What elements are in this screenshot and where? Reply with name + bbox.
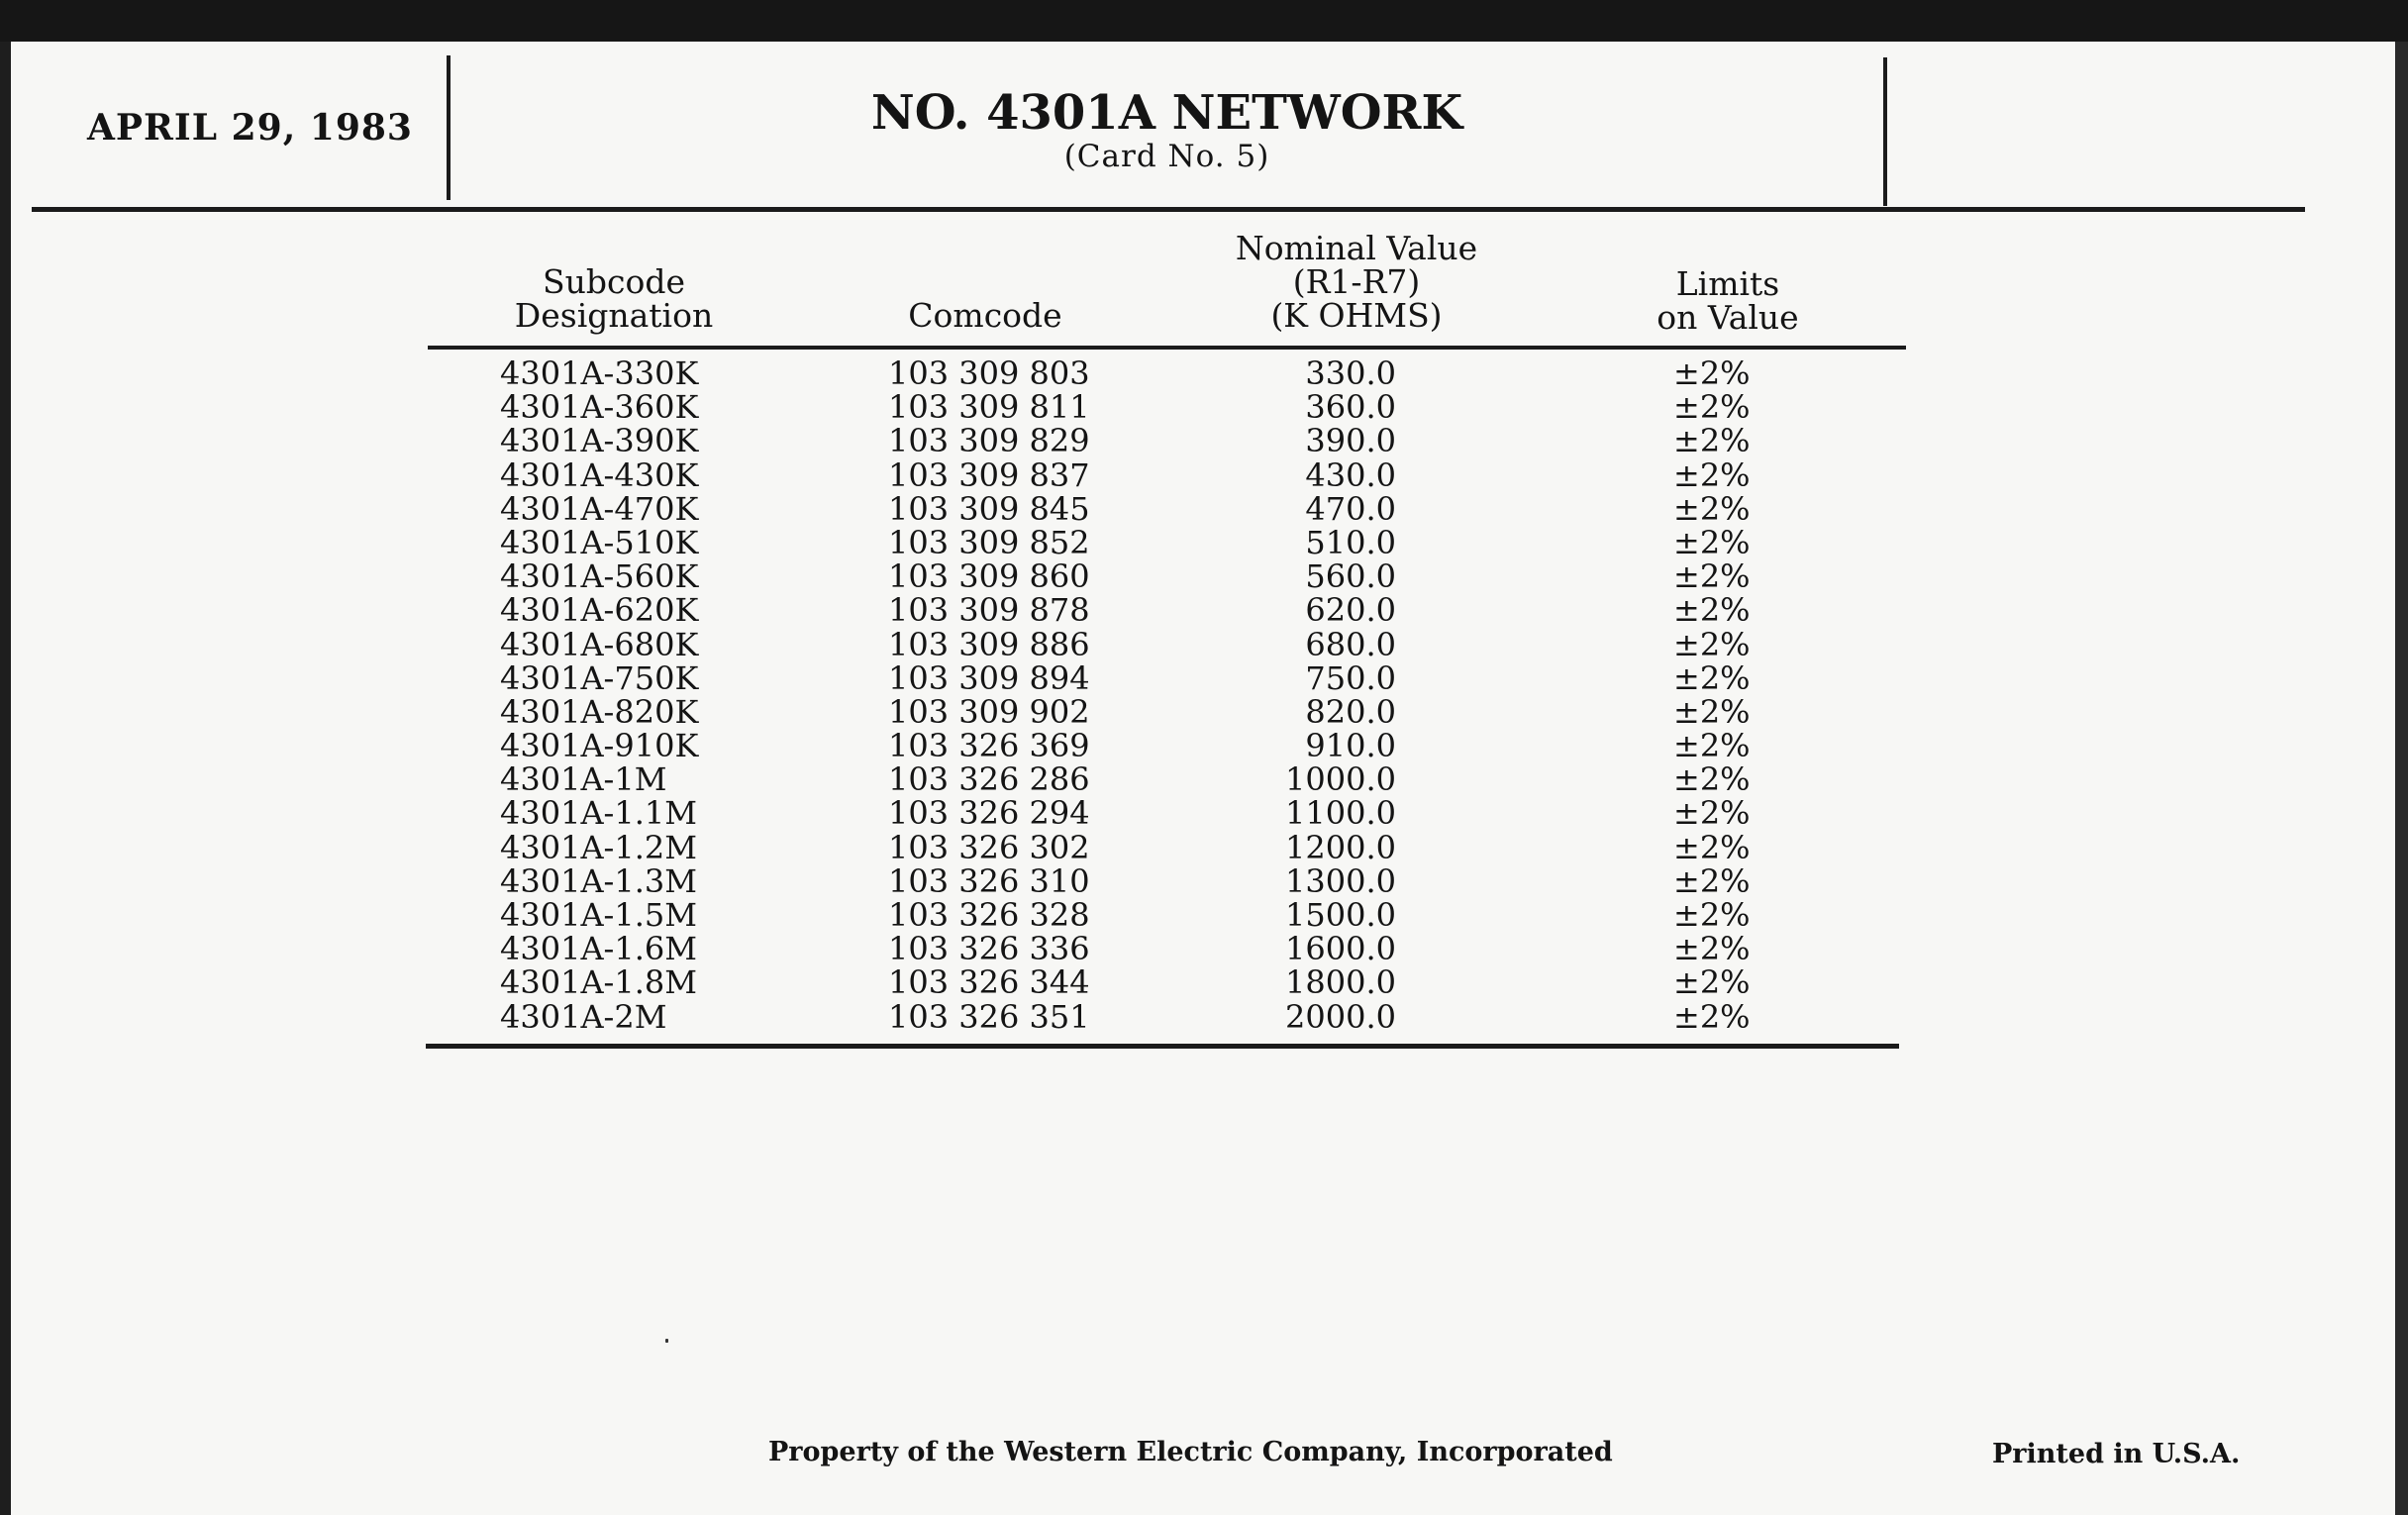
cell-nominal-value: 1500.0 (1285, 896, 1396, 934)
scan-top-border (0, 0, 2408, 42)
cell-comcode: 103 309 894 (888, 658, 1090, 697)
cell-subcode: 4301A-1.1M (500, 794, 698, 833)
cell-subcode: 4301A-1M (500, 760, 667, 799)
column-header-line: (K OHMS) (1270, 296, 1443, 335)
column-header-line: Subcode (543, 262, 685, 301)
cell-subcode: 4301A-1.8M (500, 963, 698, 1002)
cell-limit: ±2% (1673, 963, 1751, 1002)
cell-limit: ±2% (1673, 658, 1751, 697)
cell-subcode: 4301A-390K (500, 422, 699, 460)
table-row (0, 388, 2408, 427)
table-row (0, 356, 2408, 390)
cell-limit: ±2% (1673, 896, 1751, 934)
cell-comcode: 103 326 328 (888, 896, 1090, 934)
cell-nominal-value: 750.0 (1305, 658, 1396, 697)
cell-comcode: 103 309 837 (888, 455, 1090, 494)
table-row (0, 523, 2408, 561)
cell-limit: ±2% (1673, 354, 1751, 392)
cell-nominal-value: 470.0 (1305, 489, 1396, 528)
cell-subcode: 4301A-330K (500, 354, 699, 392)
cell-limit: ±2% (1673, 760, 1751, 799)
document-date: APRIL 29, 1983 (87, 107, 413, 149)
cell-comcode: 103 309 902 (888, 692, 1090, 731)
cell-subcode: 4301A-910K (500, 727, 699, 765)
cell-comcode: 103 326 310 (888, 861, 1090, 900)
cell-limit: ±2% (1673, 523, 1751, 561)
cell-nominal-value: 910.0 (1305, 727, 1396, 765)
document-title: NO. 4301A NETWORK (870, 85, 1463, 141)
cell-subcode: 4301A-620K (500, 591, 699, 630)
cell-nominal-value: 560.0 (1305, 557, 1396, 596)
cell-limit: ±2% (1673, 692, 1751, 731)
table-body (0, 356, 2408, 1034)
cell-nominal-value: 510.0 (1305, 523, 1396, 561)
cell-limit: ±2% (1673, 591, 1751, 630)
cell-limit: ±2% (1673, 625, 1751, 663)
document-subtitle: (Card No. 5) (1063, 139, 1270, 174)
table-row (0, 422, 2408, 460)
column-header-line: Designation (514, 296, 714, 335)
cell-comcode: 103 326 286 (888, 760, 1090, 799)
cell-nominal-value: 1100.0 (1285, 794, 1396, 833)
footer-printed-notice: Printed in U.S.A. (1992, 1439, 2241, 1469)
cell-subcode: 4301A-470K (500, 489, 699, 528)
header-divider-right (1883, 57, 1887, 206)
cell-nominal-value: 1000.0 (1285, 760, 1396, 799)
cell-comcode: 103 309 886 (888, 625, 1090, 663)
cell-comcode: 103 309 852 (888, 523, 1090, 561)
table-row (0, 557, 2408, 596)
table-row (0, 861, 2408, 900)
cell-comcode: 103 309 803 (888, 354, 1090, 392)
table-row (0, 828, 2408, 866)
cell-comcode: 103 326 302 (888, 828, 1090, 866)
table-row (0, 930, 2408, 968)
cell-limit: ±2% (1673, 727, 1751, 765)
cell-comcode: 103 309 878 (888, 591, 1090, 630)
table-row (0, 997, 2408, 1036)
cell-comcode: 103 309 860 (888, 557, 1090, 596)
cell-limit: ±2% (1673, 557, 1751, 596)
cell-comcode: 103 326 294 (888, 794, 1090, 833)
table-row (0, 760, 2408, 799)
cell-comcode: 103 309 829 (888, 422, 1090, 460)
cell-subcode: 4301A-510K (500, 523, 699, 561)
cell-nominal-value: 330.0 (1305, 354, 1396, 392)
table-row (0, 963, 2408, 1002)
cell-subcode: 4301A-2M (500, 997, 667, 1036)
cell-comcode: 103 326 369 (888, 727, 1090, 765)
column-header-line: Limits (1675, 264, 1780, 303)
cell-limit: ±2% (1673, 930, 1751, 968)
table-row (0, 658, 2408, 697)
cell-nominal-value: 360.0 (1305, 388, 1396, 427)
cell-subcode: 4301A-1.3M (500, 861, 698, 900)
column-header-line: Comcode (908, 296, 1062, 335)
table-row (0, 489, 2408, 528)
cell-subcode: 4301A-1.2M (500, 828, 698, 866)
column-header-subcode (475, 262, 752, 335)
cell-subcode: 4301A-560K (500, 557, 699, 596)
cell-nominal-value: 390.0 (1305, 422, 1396, 460)
table-row (0, 625, 2408, 663)
cell-nominal-value: 1300.0 (1285, 861, 1396, 900)
table-top-rule (428, 346, 1906, 350)
cell-subcode: 4301A-680K (500, 625, 699, 663)
cell-subcode: 4301A-1.5M (500, 896, 698, 934)
table-row (0, 591, 2408, 630)
cell-limit: ±2% (1673, 794, 1751, 833)
column-header-nominal-value (1188, 229, 1525, 335)
cell-nominal-value: 1600.0 (1285, 930, 1396, 968)
cell-limit: ±2% (1673, 388, 1751, 427)
table-bottom-rule (426, 1044, 1899, 1049)
cell-nominal-value: 620.0 (1305, 591, 1396, 630)
cell-limit: ±2% (1673, 997, 1751, 1036)
cell-subcode: 4301A-750K (500, 658, 699, 697)
cell-comcode: 103 326 336 (888, 930, 1090, 968)
table-row (0, 455, 2408, 494)
scan-speck (665, 1339, 668, 1343)
table-row (0, 727, 2408, 765)
cell-limit: ±2% (1673, 861, 1751, 900)
column-header-comcode (852, 296, 1119, 335)
cell-limit: ±2% (1673, 828, 1751, 866)
cell-subcode: 4301A-820K (500, 692, 699, 731)
column-header-line: Nominal Value (1235, 229, 1478, 267)
column-header-line: (R1-R7) (1292, 262, 1421, 301)
cell-comcode: 103 309 845 (888, 489, 1090, 528)
cell-nominal-value: 1800.0 (1285, 963, 1396, 1002)
table-row (0, 692, 2408, 731)
cell-nominal-value: 430.0 (1305, 455, 1396, 494)
cell-nominal-value: 820.0 (1305, 692, 1396, 731)
table-row (0, 898, 2408, 932)
cell-subcode: 4301A-360K (500, 388, 699, 427)
column-header-line: on Value (1656, 298, 1799, 337)
footer-property-notice: Property of the Western Electric Company, Incorporated (768, 1437, 1613, 1467)
cell-nominal-value: 1200.0 (1285, 828, 1396, 866)
cell-nominal-value: 680.0 (1305, 625, 1396, 663)
cell-comcode: 103 309 811 (888, 388, 1090, 427)
cell-limit: ±2% (1673, 455, 1751, 494)
table-row (0, 794, 2408, 833)
cell-subcode: 4301A-430K (500, 455, 699, 494)
column-header-limits (1584, 264, 1871, 337)
cell-comcode: 103 326 351 (888, 997, 1090, 1036)
header-rule (32, 207, 2305, 212)
cell-subcode: 4301A-1.6M (500, 930, 698, 968)
cell-limit: ±2% (1673, 422, 1751, 460)
cell-comcode: 103 326 344 (888, 963, 1090, 1002)
cell-limit: ±2% (1673, 489, 1751, 528)
cell-nominal-value: 2000.0 (1285, 997, 1396, 1036)
